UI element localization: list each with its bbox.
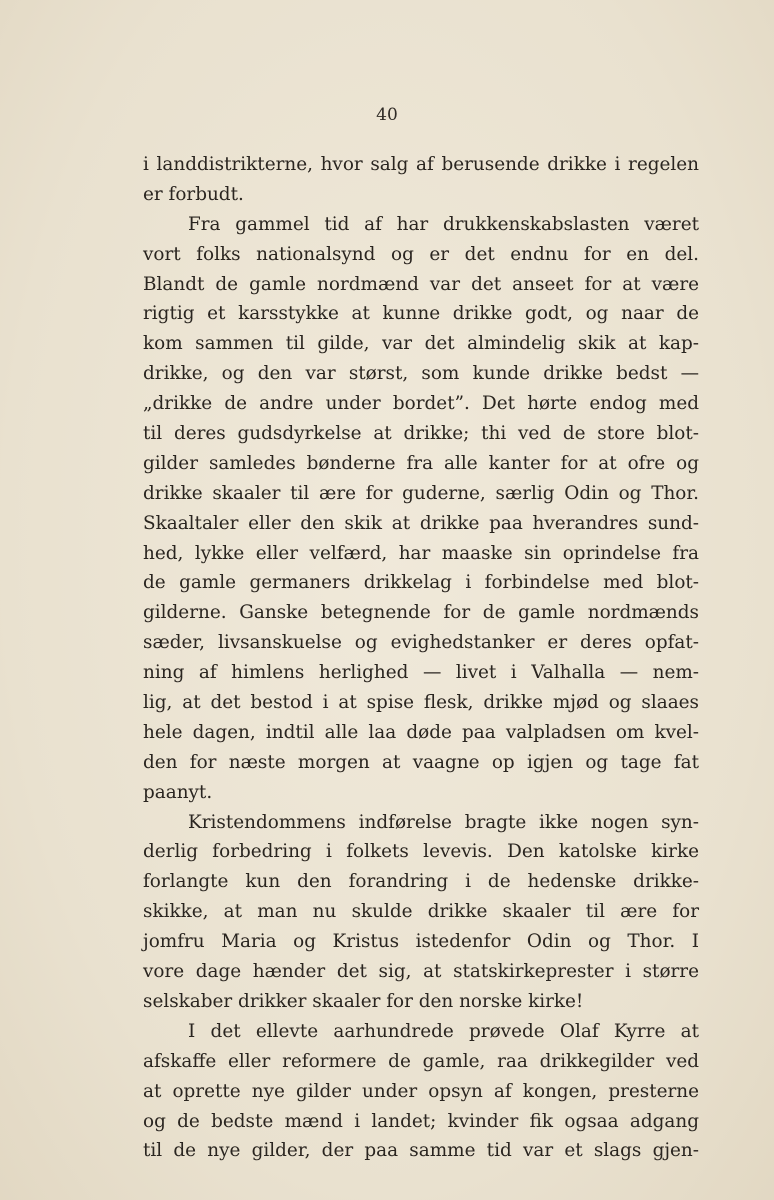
text-line: lig, at det bestod i at spise flesk, drikke mjød og slaaes — [143, 692, 699, 714]
text-line: vore dage hænder det sig, at statskirkeprester i større — [143, 961, 699, 983]
text-line: til de nye gilder, der paa samme tid var et slags gjen- — [143, 1140, 699, 1162]
text-line: gilderne. Ganske betegnende for de gamle nordmænds — [143, 602, 699, 624]
text-line: ning af himlens herlighed — livet i Valhalla — nem- — [143, 662, 699, 684]
text-line: Skaaltaler eller den skik at drikke paa hverandres sund- — [143, 512, 699, 534]
text-line: gilder samledes bønderne fra alle kanter for at ofre og — [143, 452, 699, 474]
text-line: i landdistrikterne, hvor salg af berusende drikke i regelen — [143, 154, 699, 175]
text-line: drikke skaaler til ære for guderne, særlig Odin og Thor. — [143, 482, 699, 504]
text-line: og de bedste mænd i landet; kvinder fik ogsaa adgang — [143, 1110, 699, 1132]
paragraph-start-line: Kristendommens indførelse bragte ikke nogen syn- — [188, 811, 699, 833]
text-line: selskaber drikker skaaler for den norske kirke! — [143, 990, 584, 1012]
text-line: er forbudt. — [143, 183, 244, 205]
text-line: den for næste morgen at vaagne op igjen og tage fat — [143, 751, 699, 773]
text-line: sæder, livsanskuelse og evighedstanker er deres opfat- — [143, 632, 699, 654]
text-line: „drikke de andre under bordet”. Det hørte endog med — [143, 393, 699, 415]
text-line: Blandt de gamle nordmænd var det anseet for at være — [143, 273, 699, 295]
text-line: til deres gudsdyrkelse at drikke; thi ved de store blot- — [143, 423, 699, 445]
text-line: kom sammen til gilde, var det almindelig skik at kap- — [143, 333, 699, 355]
text-line: skikke, at man nu skulde drikke skaaler til ære for — [143, 901, 699, 923]
text-line: vort folks nationalsynd og er det endnu for en del. — [143, 243, 699, 265]
paragraph-start-line: Fra gammel tid af har drukkenskabslasten været — [188, 213, 699, 235]
text-line: paanyt. — [143, 781, 213, 803]
text-line: afskaffe eller reformere de gamle, raa drikkegilder ved — [143, 1050, 699, 1072]
text-line: forlangte kun den forandring i de hedenske drikke- — [143, 871, 699, 893]
text-line: drikke, og den var størst, som kunde drikke bedst — — [143, 363, 699, 385]
text-line: at oprette nye gilder under opsyn af kongen, presterne — [143, 1080, 699, 1102]
text-line: de gamle germaners drikkelag i forbindelse med blot- — [143, 572, 699, 594]
text-line: derlig forbedring i folkets levevis. Den katolske kirke — [143, 841, 699, 863]
text-line: hed, lykke eller velfærd, har maaske sin oprindelse fra — [143, 542, 699, 564]
text-line: hele dagen, indtil alle laa døde paa valpladsen om kvel- — [143, 721, 699, 743]
paragraph-start-line: I det ellevte aarhundrede prøvede Olaf Kyrre at — [188, 1020, 699, 1042]
page-number: 40 — [376, 105, 398, 125]
text-line: rigtig et karsstykke at kunne drikke godt, og naar de — [143, 303, 699, 325]
body-text — [143, 150, 699, 1166]
text-line: jomfru Maria og Kristus istedenfor Odin og Thor. I — [143, 931, 699, 953]
